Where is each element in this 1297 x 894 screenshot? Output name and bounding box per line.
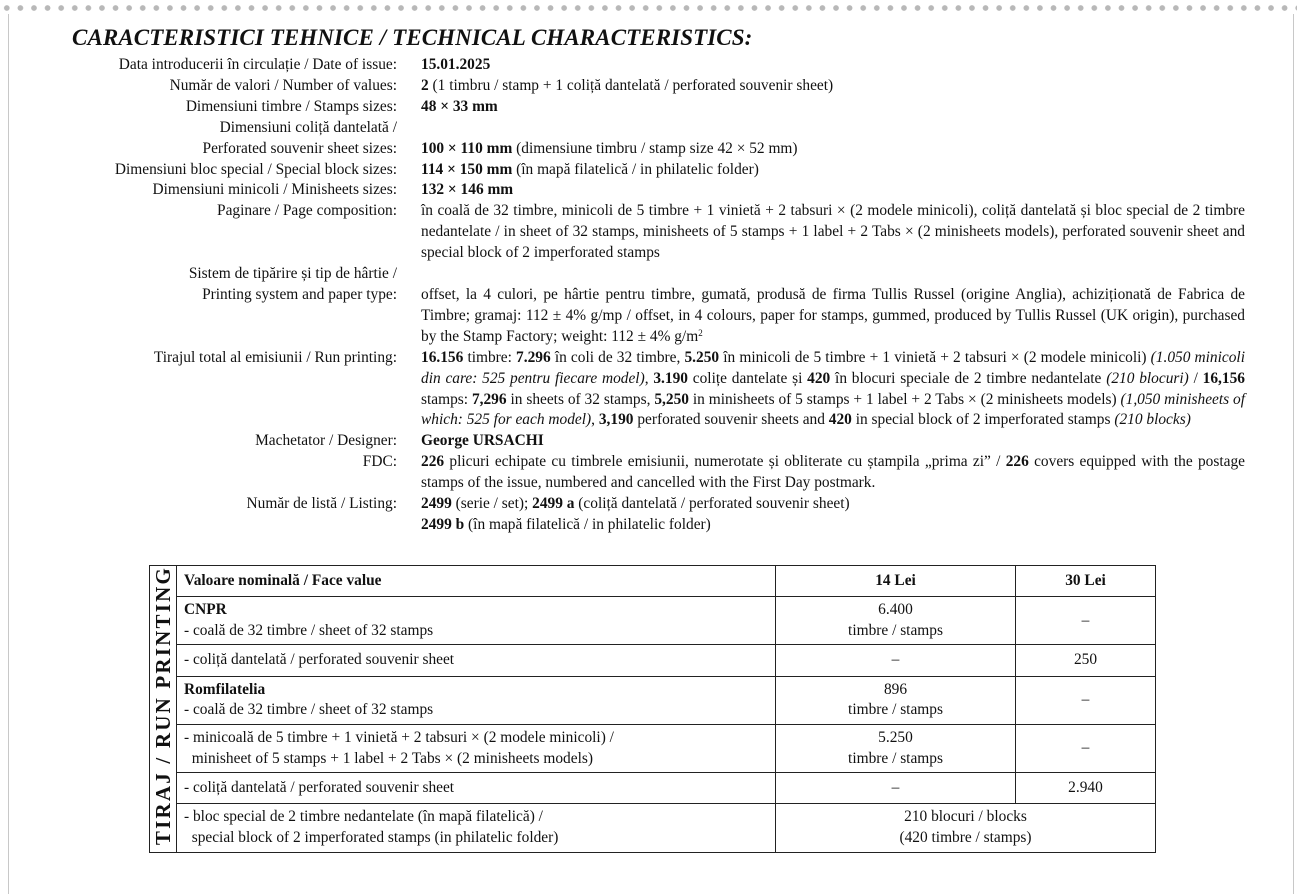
spec-value: 15.01.2025 <box>421 56 491 73</box>
spec-label: Dimensiuni bloc special / Special block sizes: <box>114 160 397 178</box>
spec-row-stamp-sizes <box>0 97 1297 118</box>
header-cell: 30 Lei <box>1016 566 1156 597</box>
spec-row-printing <box>0 264 1297 348</box>
dotted-border <box>0 4 1297 12</box>
table-cell: 6.400 timbre / stamps <box>776 597 1016 645</box>
spec-label: Dimensiuni minicoli / Minisheets sizes: <box>152 181 397 199</box>
table-cell: Romfilatelia - coală de 32 timbre / sheet of 32 stamps <box>177 676 776 724</box>
spec-row-page-composition <box>0 201 1297 264</box>
spec-row-block-sizes <box>0 160 1297 181</box>
spec-row-values <box>0 76 1297 97</box>
spec-row-sheet-sizes <box>0 118 1297 160</box>
spec-row-minisheet-sizes <box>0 180 1297 201</box>
spec-label: Dimensiuni coliță dantelată / Perforated souvenir sheet sizes: <box>202 118 397 157</box>
spec-row-date <box>0 55 1297 76</box>
spec-label: Data introducerii în circulație / Date of issue: <box>118 56 397 73</box>
spec-value: 2499 (serie / set); 2499 a (coliță dantelată / perforated souvenir sheet) 2499 b (în mapă filatelică / in philatelic folder) <box>421 495 850 533</box>
table-row <box>150 597 1156 645</box>
spec-label: Tirajul total al emisiunii / Run printing: <box>153 348 397 366</box>
table-header-row <box>150 566 1156 597</box>
table-cell: – <box>1016 676 1156 724</box>
spec-value: 132 × 146 mm <box>421 181 514 199</box>
spec-value: în coală de 32 timbre, minicoli de 5 timbre + 1 vinietă + 2 tabsuri × (2 modele minicoli), coliță dantelată și bloc special de 2 timbre nedantelate / in sheet of 32 stamps, minisheets of 5 stamps + 1 label + 2 Tabs × (2 minisheets models), perforated souvenir sheet and special block of 2 imperforated stamps <box>421 202 1245 262</box>
spec-value: 100 × 110 mm (dimensiune timbru / stamp size 42 × 52 mm) <box>421 139 798 157</box>
table-cell: 896 timbre / stamps <box>776 676 1016 724</box>
spec-row-fdc <box>0 452 1297 494</box>
run-printing-table <box>149 565 1156 853</box>
table-cell: 5.250 timbre / stamps <box>776 724 1016 772</box>
spec-row-designer <box>0 431 1297 452</box>
spec-value: 2 (1 timbru / stamp + 1 coliță dantelată / perforated souvenir sheet) <box>421 76 834 94</box>
spec-value: 114 × 150 mm (în mapă filatelică / in philatelic folder) <box>421 160 759 178</box>
table-cell: - minicoală de 5 timbre + 1 vinietă + 2 tabsuri × (2 modele minicoli) / minisheet of 5 stamps + 1 label + 2 Tabs × (2 minisheets models) <box>177 724 776 772</box>
table-cell: - coliță dantelată / perforated souvenir sheet <box>177 645 776 676</box>
header-cell: 14 Lei <box>776 566 1016 597</box>
spec-label: Număr de listă / Listing: <box>246 495 397 513</box>
table-cell: CNPR - coală de 32 timbre / sheet of 32 stamps <box>177 597 776 645</box>
specs-list <box>0 55 1297 536</box>
side-label-cell <box>150 566 177 853</box>
table-cell: - bloc special de 2 timbre nedantelate (în mapă filatelică) / special block of 2 imperforated stamps (in philatelic folder) <box>177 804 776 852</box>
spec-row-listing <box>0 494 1297 536</box>
table-cell: – <box>1016 597 1156 645</box>
table-row <box>150 773 1156 804</box>
table-cell: 2.940 <box>1016 773 1156 804</box>
spec-label: Dimensiuni timbre / Stamps sizes: <box>185 97 397 115</box>
spec-value: 226 plicuri echipate cu timbrele emisiunii, numerotate și obliterate cu ștampila „prima zi” / 226 covers equipped with the postage stamps of the issue, numbered and cancelled with the First Day postmark. <box>421 453 1246 492</box>
spec-label: Sistem de tipărire și tip de hârtie / Printing system and paper type: <box>188 265 397 303</box>
table-row <box>150 676 1156 724</box>
table-row <box>150 645 1156 676</box>
table-cell: 250 <box>1016 645 1156 676</box>
spec-row-run-printing <box>0 348 1297 432</box>
table-cell: – <box>776 645 1016 676</box>
spec-label: Machetator / Designer: <box>255 432 397 450</box>
table-cell: – <box>776 773 1016 804</box>
spec-value: 48 × 33 mm <box>421 97 498 115</box>
header-cell: Valoare nominală / Face value <box>177 566 776 597</box>
spec-value: offset, la 4 culori, pe hârtie pentru timbre, gumată, produsă de firma Tullis Russel (origine Anglia), achiziționată de Fabrica de Timbre; gramaj: 112 ± 4% g/mp / offset, in 4 colours, paper for stamps, gummed, produced by Tullis Russel (UK origin), purchased by the Stamp Factory; weight: 112 ± 4% $g/m^2$ <box>421 285 1245 345</box>
spec-label: Număr de valori / Number of values: <box>169 76 397 94</box>
table-cell: - coliță dantelată / perforated souvenir sheet <box>177 773 776 804</box>
table-row <box>150 804 1156 852</box>
spec-value: George URSACHI <box>421 432 544 450</box>
table-cell: – <box>1016 724 1156 772</box>
page-title: CARACTERISTICI TEHNICE / TECHNICAL CHARACTERISTICS: <box>72 25 753 50</box>
table-row <box>150 724 1156 772</box>
spec-label: Paginare / Page composition: <box>217 202 397 220</box>
table-cell: 210 blocuri / blocks (420 timbre / stamps) <box>776 804 1156 852</box>
side-label: TIRAJ / RUN PRINTING <box>150 566 175 846</box>
spec-value: 16.156 timbre: 7.296 în coli de 32 timbre, 5.250 în minicoli de 5 timbre + 1 vinietă + 2 tabsuri × (2 modele minicoli) (1.050 minicoli din care: 525 pentru fiecare model), 3.190 colițe dantelate și 420 în blocuri speciale de 2 timbre nedantelate (210 blocuri) / 16,156 stamps: 7,296 in sheets of 32 stamps, 5,250 in minisheets of 5 stamps + 1 label + 2 Tabs × (2 minisheets models) (1,050 minisheets of which: 525 for each model), 3,190 perforated souvenir sheets and 420 in special block of 2 imperforated stamps (210 blocks) <box>421 348 1245 429</box>
spec-label: FDC: <box>362 453 397 471</box>
